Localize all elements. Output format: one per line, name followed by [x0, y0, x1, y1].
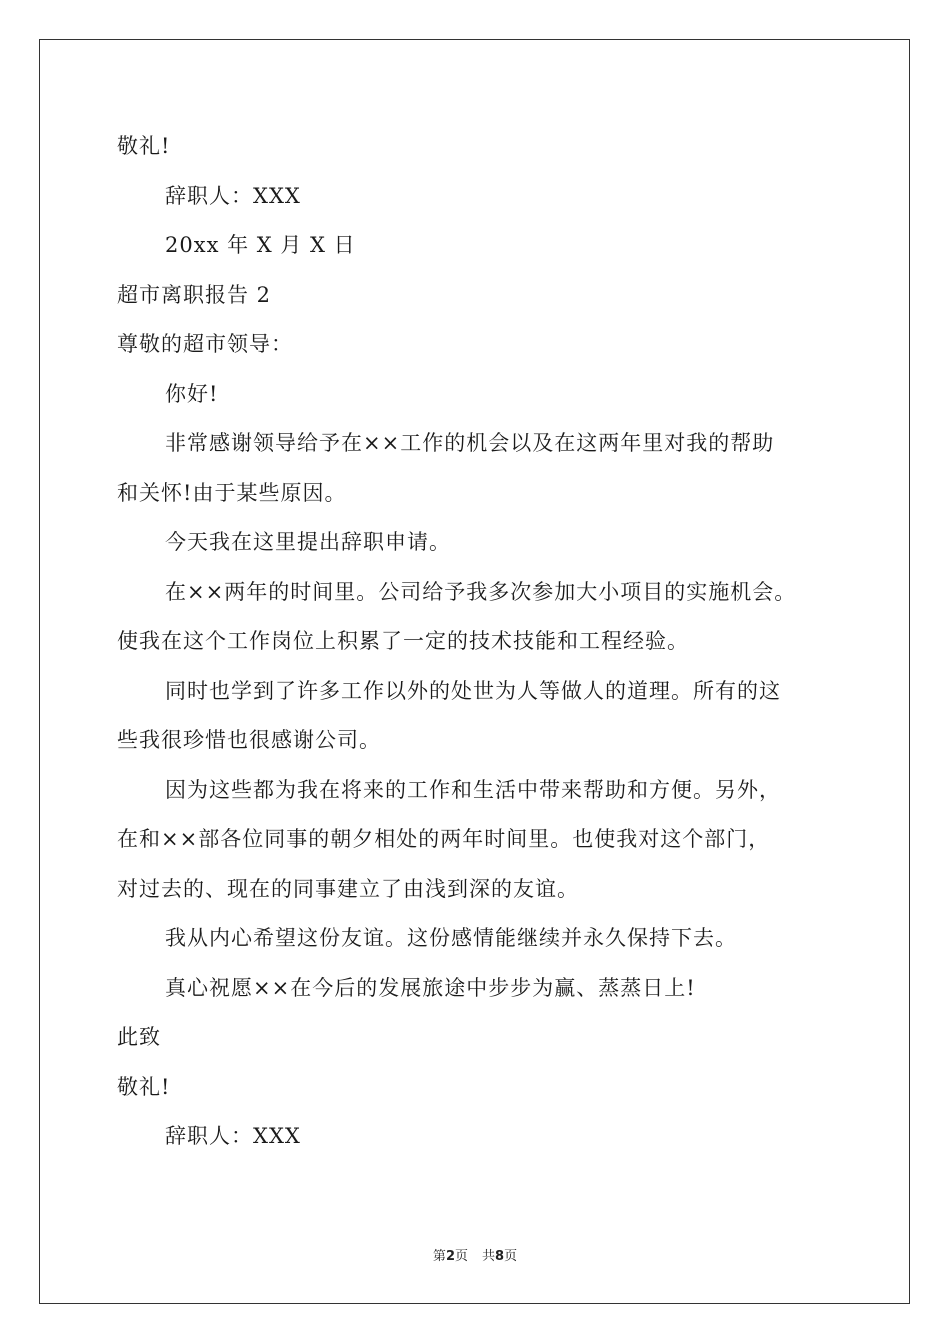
text-line: 在和××部各位同事的朝夕相处的两年时间里。也使我对这个部门， [117, 827, 771, 851]
text-line: 非常感谢领导给予在××工作的机会以及在这两年里对我的帮助 [165, 431, 775, 455]
footer-total-pages: 8 [495, 1249, 505, 1264]
text-line: 同时也学到了许多工作以外的处世为人等做人的道理。所有的这 [165, 678, 781, 703]
footer-total-prefix: 共 [482, 1249, 496, 1264]
text-line: 和关怀!由于某些原因。 [117, 480, 347, 505]
text-line: 使我在这个工作岗位上积累了一定的技术技能和工程经验。 [117, 629, 689, 653]
footer-total-suffix: 页 [504, 1249, 518, 1264]
text-line: 敬礼! [117, 1074, 171, 1099]
text-line: 今天我在这里提出辞职申请。 [165, 530, 451, 554]
text-line: 你好! [165, 381, 219, 406]
footer-page-suffix: 页 [454, 1249, 468, 1264]
footer-page-number: 2 [445, 1249, 455, 1264]
text-line: 敬礼! [117, 134, 171, 158]
text-line: 些我很珍惜也很感谢公司。 [117, 728, 381, 752]
page-footer [0, 1248, 950, 1266]
text-line: 我从内心希望这份友谊。这份感情能继续并永久保持下去。 [165, 926, 737, 950]
text-line: 此致 [117, 1025, 161, 1049]
text-line: 辞职人：XXX [165, 1124, 301, 1148]
text-line: 超市离职报告 2 [117, 282, 272, 307]
footer-prefix: 第 [432, 1249, 446, 1264]
text-line: 对过去的、现在的同事建立了由浅到深的友谊。 [117, 876, 579, 901]
text-line: 真心祝愿××在今后的发展旅途中步步为赢、蒸蒸日上! [165, 975, 696, 1000]
text-line: 在××两年的时间里。公司给予我多次参加大小项目的实施机会。 [165, 579, 797, 604]
text-line: 尊敬的超市领导： [117, 332, 293, 356]
text-line: 因为这些都为我在将来的工作和生活中带来帮助和方便。另外， [165, 777, 781, 802]
document-body [117, 122, 837, 1162]
text-line: 20xx 年 X 月 X 日 [165, 233, 356, 257]
text-line: 辞职人：XXX [165, 183, 301, 208]
